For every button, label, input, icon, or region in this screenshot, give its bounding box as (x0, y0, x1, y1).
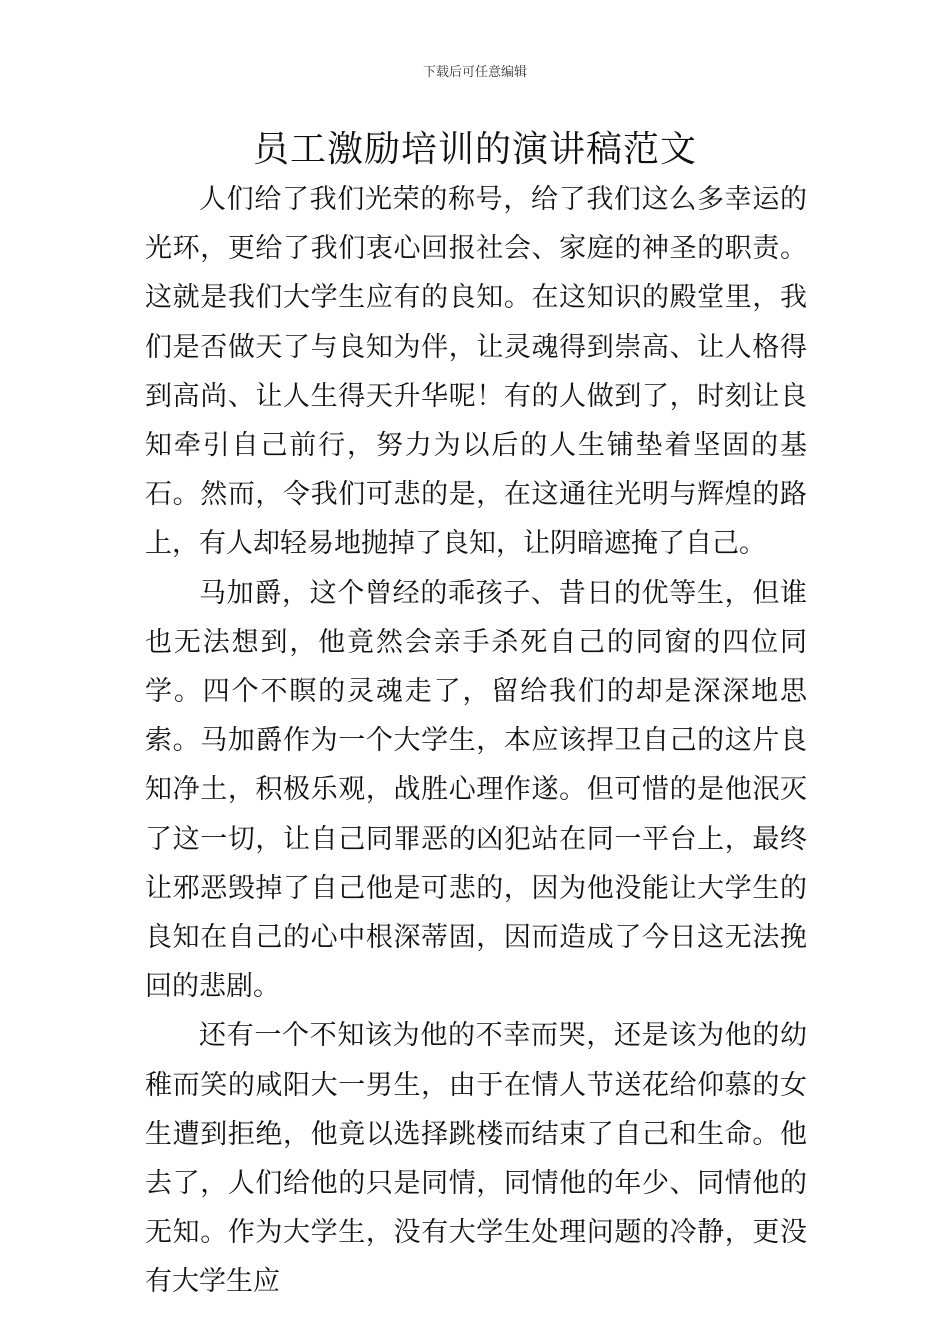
page-header-note: 下载后可任意编辑 (422, 65, 527, 80)
paragraph-2: 马加爵，这个曾经的乖孩子、昔日的优等生，但谁也无法想到，他竟然会亲手杀死自己的同窗的四位同学。四个不瞑的灵魂走了，留给我们的却是深深地思索。马加爵作为一个大学生，本应该捍卫自己的这片良知净土，积极乐观，战胜心理作遂。但可惜的是他泯灭了这一切，让自己同罪恶的凶犯站在同一平台上，最终让邪恶毁掉了自己他是可悲的，因为他没能让大学生的良知在自己的心中根深蒂固，因而造成了今日这无法挽回的悲剧。 (145, 577, 807, 1003)
paragraph-1: 人们给了我们光荣的称号，给了我们这么多幸运的光环，更给了我们衷心回报社会、家庭的神圣的职责。这就是我们大学生应有的良知。在这知识的殿堂里，我们是否做天了与良知为伴，让灵魂得到崇高、让人格得到高尚、让人生得天升华呢！有的人做到了，时刻让良知牵引自己前行，努力为以后的人生铺垫着坚固的基石。然而，令我们可悲的是，在这通往光明与辉煌的路上，有人却轻易地抛掉了良知，让阴暗遮掩了自己。 (145, 184, 807, 560)
page-title: 员工激励培训的演讲稿范文 (252, 129, 697, 170)
document-body (145, 175, 807, 1307)
paragraph-3: 还有一个不知该为他的不幸而哭，还是该为他的幼稚而笑的咸阳大一男生，由于在情人节送花给仰慕的女生遭到拒绝，他竟以选择跳楼而结束了自己和生命。他去了，人们给他的只是同情，同情他的年少、同情他的无知。作为大学生，没有大学生处理问题的冷静，更没有大学生应 (145, 1020, 807, 1298)
